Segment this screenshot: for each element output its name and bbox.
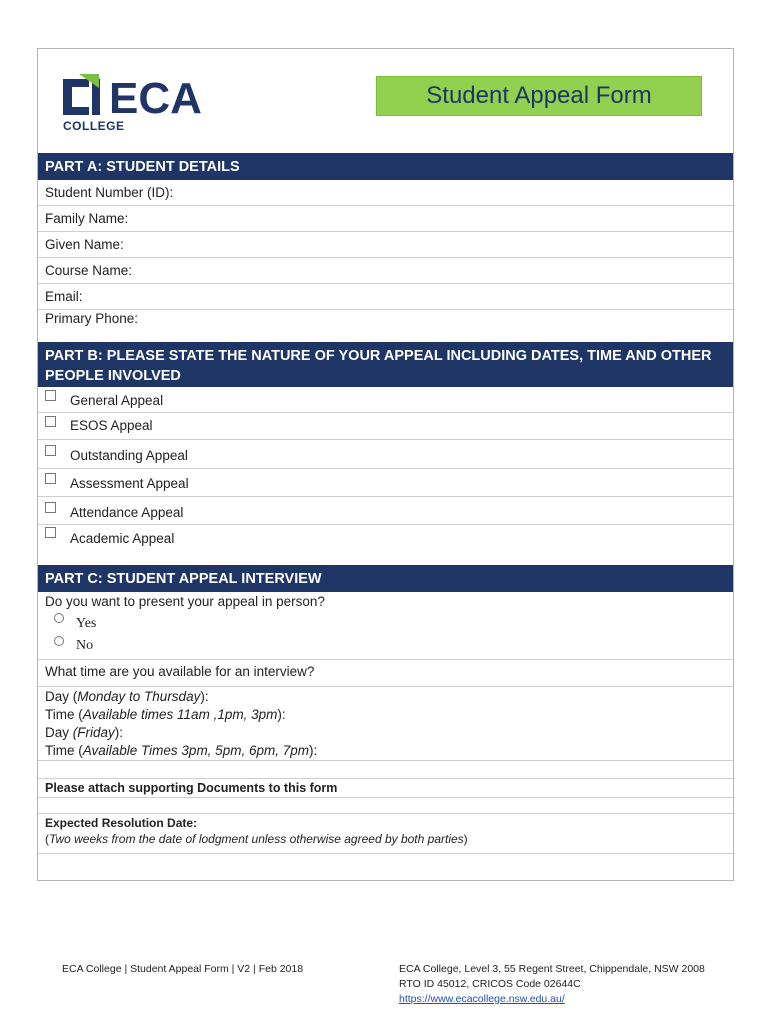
time-friday-field[interactable]: Time (Available Times 3pm, 5pm, 6pm, 7pm): xyxy=(45,743,318,758)
footer-website-link[interactable]: https://www.ecacollege.nsw.edu.au/ xyxy=(399,993,565,1005)
option-outstanding-appeal[interactable] xyxy=(38,440,733,469)
logo-text: ECA xyxy=(109,74,202,116)
email-row[interactable] xyxy=(38,284,733,310)
divider xyxy=(38,778,733,779)
part-b-heading xyxy=(38,342,733,387)
divider xyxy=(38,853,733,854)
field-label: Course Name: xyxy=(45,263,133,278)
given-name-row[interactable] xyxy=(38,232,733,258)
field-label: Email: xyxy=(45,289,83,304)
option-academic-appeal[interactable] xyxy=(38,525,733,565)
part-c-heading-text: PART C: STUDENT APPEAL INTERVIEW xyxy=(45,571,322,587)
checkbox[interactable] xyxy=(45,502,56,513)
part-a-heading xyxy=(38,153,733,180)
part-a-heading-text: PART A: STUDENT DETAILS xyxy=(45,159,240,175)
in-person-question: Do you want to present your appeal in person? xyxy=(45,594,325,609)
divider xyxy=(38,760,733,761)
option-label: ESOS Appeal xyxy=(70,418,153,433)
radio-no[interactable] xyxy=(54,636,64,646)
option-esos-appeal[interactable] xyxy=(38,413,733,440)
resolution-note: (Two weeks from the date of lodgment unless otherwise agreed by both parties) xyxy=(45,832,468,846)
checkbox[interactable] xyxy=(45,527,56,538)
day-friday-field[interactable]: Day (Friday): xyxy=(45,725,124,740)
part-b-heading-line2: PEOPLE INVOLVED xyxy=(45,368,181,384)
option-label: Academic Appeal xyxy=(70,531,175,546)
field-label: Primary Phone: xyxy=(45,311,139,326)
option-general-appeal[interactable] xyxy=(38,387,733,413)
resolution-heading: Expected Resolution Date: xyxy=(45,816,198,830)
field-label: Family Name: xyxy=(45,211,129,226)
footer-address: ECA College, Level 3, 55 Regent Street, Chippendale, NSW 2008 xyxy=(399,963,705,975)
part-c-heading xyxy=(38,565,733,592)
option-label: Assessment Appeal xyxy=(70,476,189,491)
checkbox[interactable] xyxy=(45,390,56,401)
availability-question: What time are you available for an interview? xyxy=(45,664,315,679)
footer-right xyxy=(399,962,705,1007)
option-label: Attendance Appeal xyxy=(70,505,184,520)
student-number-row[interactable] xyxy=(38,180,733,206)
logo-subtext: COLLEGE xyxy=(63,119,125,133)
family-name-row[interactable] xyxy=(38,206,733,232)
divider xyxy=(38,797,733,798)
option-label: General Appeal xyxy=(70,393,164,408)
part-b-heading-line1: PART B: PLEASE STATE THE NATURE OF YOUR APPEAL INCLUDING DATES, TIME AND OTHER xyxy=(45,348,712,364)
field-label: Student Number (ID): xyxy=(45,185,174,200)
attach-documents-note: Please attach supporting Documents to this form xyxy=(45,781,338,795)
logo-mark-icon xyxy=(63,74,100,115)
footer-left: ECA College | Student Appeal Form | V2 | Feb 2018 xyxy=(62,963,304,975)
checkbox[interactable] xyxy=(45,473,56,484)
field-label: Given Name: xyxy=(45,237,124,252)
form-title: Student Appeal Form xyxy=(426,82,652,109)
radio-yes-label: Yes xyxy=(76,616,97,631)
time-mon-thu-field[interactable]: Time (Available times 11am ,1pm, 3pm): xyxy=(45,707,286,722)
radio-yes[interactable] xyxy=(54,613,64,623)
option-assessment-appeal[interactable] xyxy=(38,469,733,497)
divider xyxy=(38,686,733,687)
primary-phone-row[interactable] xyxy=(38,310,733,342)
option-label: Outstanding Appeal xyxy=(70,448,188,463)
option-attendance-appeal[interactable] xyxy=(38,497,733,525)
divider xyxy=(38,813,733,814)
footer-rto: RTO ID 45012, CRICOS Code 02644C xyxy=(399,978,581,990)
form-title-box xyxy=(376,76,702,116)
checkbox[interactable] xyxy=(45,416,56,427)
radio-no-label: No xyxy=(76,638,94,653)
course-name-row[interactable] xyxy=(38,258,733,284)
checkbox[interactable] xyxy=(45,445,56,456)
divider xyxy=(38,659,733,660)
day-mon-thu-field[interactable]: Day (Monday to Thursday): xyxy=(45,689,209,704)
